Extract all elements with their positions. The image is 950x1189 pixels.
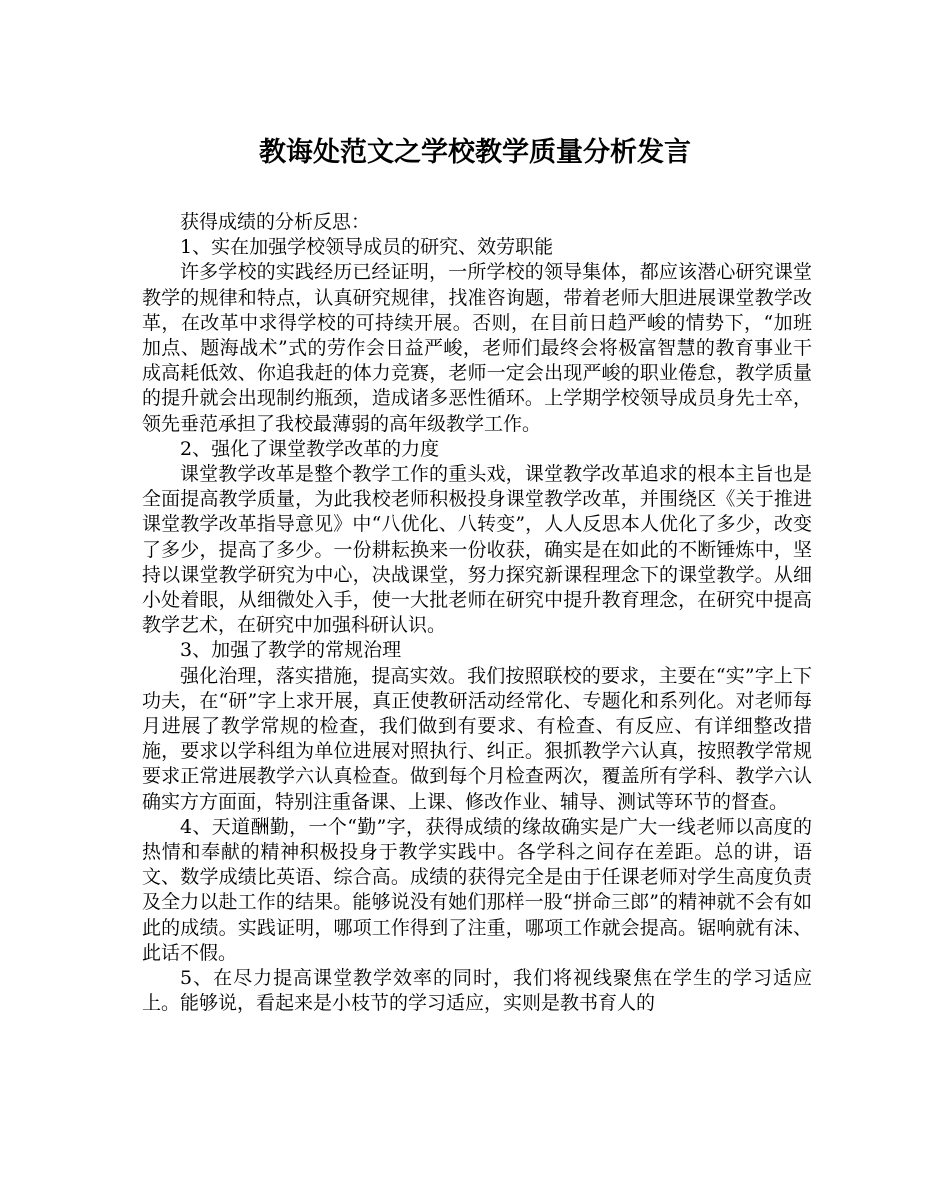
- paragraph-section-2-body: 课堂教学改革是整个教学工作的重头戏，课堂教学改革追求的根本主旨也是全面提高教学质量，为此我校老师积极投身课堂教学改革，并围绕区《关于推进课堂教学改革指导意见》中“八优化、八转变”，人人反思本人优化了多少，改变了多少，提高了多少。一份耕耘换来一份收获，确实是在如此的不断锤炼中，坚持以课堂教学研究为中心，决战课堂，努力探究新课程理念下的课堂教学。从细小处着眼，从细微处入手，使一大批老师在研究中提升教育理念，在研究中提高教学艺术，在研究中加强科研认识。: [142, 463, 812, 637]
- paragraph-section-4: 4、天道酬勤，一个“勤”字，获得成绩的缘故确实是广大一线老师以高度的热情和奉献的精神积极投身于教学实践中。各学科之间存在差距。总的讲，语文、数学成绩比英语、综合高。成绩的获得完全是由于任课老师对学生高度负责及全力以赴工作的结果。能够说没有她们那样一股“拼命三郎”的精神就不会有如此的成绩。实践证明，哪项工作得到了注重，哪项工作就会提高。锯响就有沫、此话不假。: [142, 815, 812, 964]
- document-body: [142, 210, 812, 1017]
- document-title: 教诲处范文之学校教学质量分析发言: [259, 137, 691, 168]
- paragraph-section-2-heading: 2、强化了课堂教学改革的力度: [180, 437, 440, 460]
- paragraph-section-3-body: 强化治理，落实措施，提高实效。我们按照联校的要求，主要在“实”字上下功夫，在“研”字上求开展，真正使教研活动经常化、专题化和系列化。对老师每月进展了教学常规的检查，我们做到有要求、有检查、有反应、有详细整改措施，要求以学科组为单位进展对照执行、纠正。狠抓教学六认真，按照教学常规要求正常进展教学六认真检查。做到每个月检查两次，覆盖所有学科、教学六认确实方方面面，特别注重备课、上课、修改作业、辅导、测试等环节的督查。: [142, 664, 812, 813]
- paragraph-section-5: 5、在尽力提高课堂教学效率的同时，我们将视线聚焦在学生的学习适应上。能够说，看起来是小枝节的学习适应，实则是教书育人的: [142, 967, 812, 1015]
- paragraph-achievement-heading: 获得成绩的分析反思：: [180, 211, 371, 233]
- paragraph-section-1-body: 许多学校的实践经历已经证明，一所学校的领导集体，都应该潜心研究课堂教学的规律和特点，认真研究规律，找准咨询题，带着老师大胆进展课堂教学改革，在改革中求得学校的可持续开展。否则，在目前日趋严峻的情势下，“加班加点、题海战术”式的劳作会日益严峻，老师们最终会将极富智慧的教育事业干成高耗低效、你追我赶的体力竞赛，老师一定会出现严峻的职业倦怠，教学质量的提升就会出现制约瓶颈，造成诸多恶性循环。上学期学校领导成员身先士卒，领先垂范承担了我校最薄弱的高年级教学工作。: [142, 261, 812, 435]
- paragraph-section-3-heading: 3、加强了教学的常规治理: [180, 639, 402, 662]
- paragraph-section-1-heading: 1、实在加强学校领导成员的研究、效劳职能: [180, 236, 554, 259]
